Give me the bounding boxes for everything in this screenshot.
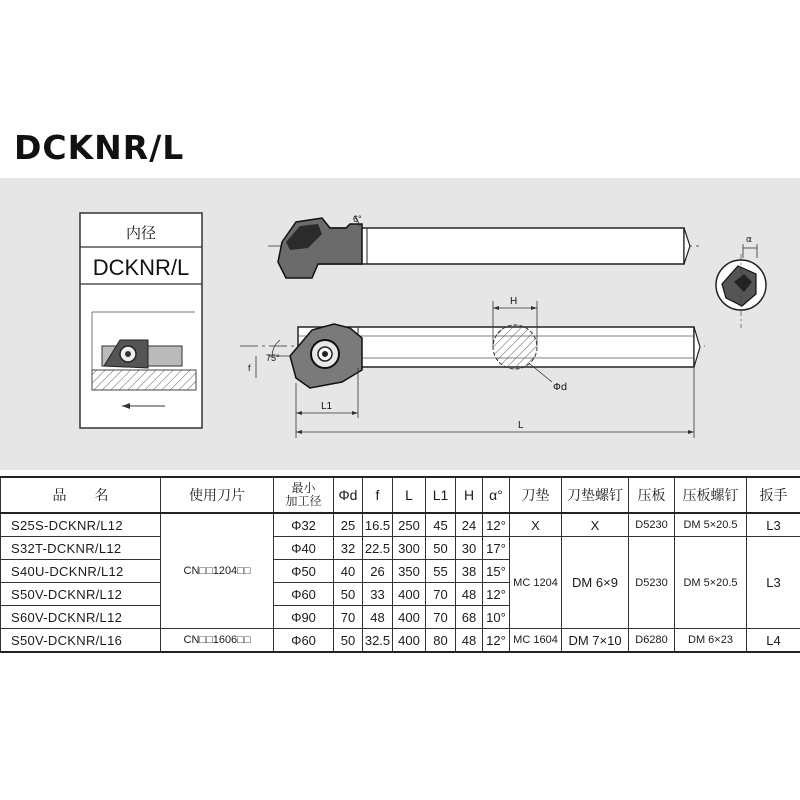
alpha-label: α bbox=[746, 235, 752, 245]
row-shim-screw: X bbox=[562, 513, 629, 537]
side-view-toolbar bbox=[240, 296, 705, 438]
technical-drawing bbox=[0, 178, 800, 470]
header-L1: L1 bbox=[426, 477, 456, 513]
row-f: 16.5 bbox=[363, 513, 393, 537]
row-min-bore: Φ60 bbox=[274, 629, 334, 653]
table-row bbox=[1, 513, 800, 537]
row-L1: 70 bbox=[426, 606, 456, 629]
row-model: S50V-DCKNR/L16 bbox=[1, 629, 161, 653]
group-shim: MC 1204 bbox=[510, 537, 562, 629]
row-L1: 70 bbox=[426, 583, 456, 606]
row-f: 33 bbox=[363, 583, 393, 606]
row-model: S50V-DCKNR/L12 bbox=[1, 583, 161, 606]
table-row bbox=[1, 537, 800, 560]
row-wrench: L3 bbox=[747, 513, 800, 537]
page-title: DCKNR/L bbox=[14, 128, 185, 167]
header-wrench: 扳手 bbox=[747, 477, 800, 513]
drawing-svg bbox=[0, 178, 800, 470]
header-clamp-screw: 压板螺钉 bbox=[675, 477, 747, 513]
row-H: 68 bbox=[456, 606, 483, 629]
row-d: 50 bbox=[334, 583, 363, 606]
row-H: 30 bbox=[456, 537, 483, 560]
row-L: 400 bbox=[393, 606, 426, 629]
row-H: 48 bbox=[456, 583, 483, 606]
row-clamp: D5230 bbox=[629, 513, 675, 537]
group-clamp: D5230 bbox=[629, 537, 675, 629]
row-wrench: L4 bbox=[747, 629, 800, 653]
header-phi-d: Φd bbox=[334, 477, 363, 513]
row-L: 350 bbox=[393, 560, 426, 583]
row-alpha: 12° bbox=[483, 629, 510, 653]
row-min-bore: Φ90 bbox=[274, 606, 334, 629]
table-row bbox=[1, 629, 800, 653]
row-shim: X bbox=[510, 513, 562, 537]
header-L: L bbox=[393, 477, 426, 513]
row-model: S40U-DCKNR/L12 bbox=[1, 560, 161, 583]
f-label: f bbox=[248, 363, 251, 373]
header-alpha: α° bbox=[483, 477, 510, 513]
H-label: H bbox=[510, 296, 518, 307]
row-L: 400 bbox=[393, 583, 426, 606]
row-min-bore: Φ32 bbox=[274, 513, 334, 537]
spec-table bbox=[0, 476, 800, 653]
row-L1: 55 bbox=[426, 560, 456, 583]
inset-box bbox=[80, 213, 202, 428]
group-wrench: L3 bbox=[747, 537, 800, 629]
row-f: 26 bbox=[363, 560, 393, 583]
header-H: H bbox=[456, 477, 483, 513]
row-clamp: D6280 bbox=[629, 629, 675, 653]
inset-label-model: DCKNR/L bbox=[92, 255, 190, 280]
table-header-row bbox=[1, 477, 800, 513]
row-L1: 50 bbox=[426, 537, 456, 560]
row-alpha: 12° bbox=[483, 583, 510, 606]
insert-cell-1606: CN□□1606□□ bbox=[161, 629, 274, 653]
L1-label: L1 bbox=[321, 401, 333, 412]
insert-cell: CN□□1204□□ bbox=[161, 513, 274, 629]
group-shim-screw: DM 6×9 bbox=[562, 537, 629, 629]
row-d: 25 bbox=[334, 513, 363, 537]
header-insert: 使用刀片 bbox=[161, 477, 274, 513]
end-view bbox=[716, 235, 766, 328]
inset-label-bore: 内径 bbox=[125, 224, 157, 242]
group-clamp-screw: DM 5×20.5 bbox=[675, 537, 747, 629]
row-d: 32 bbox=[334, 537, 363, 560]
row-min-bore: Φ60 bbox=[274, 583, 334, 606]
top-view-toolbar bbox=[268, 214, 700, 278]
row-L: 250 bbox=[393, 513, 426, 537]
L-label: L bbox=[518, 420, 524, 431]
row-L: 300 bbox=[393, 537, 426, 560]
header-f: f bbox=[363, 477, 393, 513]
row-alpha: 15° bbox=[483, 560, 510, 583]
header-shim: 刀垫 bbox=[510, 477, 562, 513]
row-clamp-screw: DM 6×23 bbox=[675, 629, 747, 653]
row-H: 24 bbox=[456, 513, 483, 537]
row-shim-screw: DM 7×10 bbox=[562, 629, 629, 653]
row-f: 32.5 bbox=[363, 629, 393, 653]
header-shim-screw: 刀垫螺钉 bbox=[562, 477, 629, 513]
row-L1: 45 bbox=[426, 513, 456, 537]
angle-6-label: 6° bbox=[353, 214, 362, 224]
row-f: 48 bbox=[363, 606, 393, 629]
row-model: S25S-DCKNR/L12 bbox=[1, 513, 161, 537]
header-clamp: 压板 bbox=[629, 477, 675, 513]
row-d: 70 bbox=[334, 606, 363, 629]
header-min-bore: 最小 加工径 bbox=[274, 477, 334, 513]
row-f: 22.5 bbox=[363, 537, 393, 560]
row-d: 40 bbox=[334, 560, 363, 583]
row-model: S60V-DCKNR/L12 bbox=[1, 606, 161, 629]
row-shim: MC 1604 bbox=[510, 629, 562, 653]
row-L: 400 bbox=[393, 629, 426, 653]
row-H: 38 bbox=[456, 560, 483, 583]
row-alpha: 17° bbox=[483, 537, 510, 560]
angle-75-label: 75° bbox=[266, 353, 280, 363]
row-alpha: 12° bbox=[483, 513, 510, 537]
row-L1: 80 bbox=[426, 629, 456, 653]
row-d: 50 bbox=[334, 629, 363, 653]
row-min-bore: Φ40 bbox=[274, 537, 334, 560]
row-model: S32T-DCKNR/L12 bbox=[1, 537, 161, 560]
row-clamp-screw: DM 5×20.5 bbox=[675, 513, 747, 537]
row-alpha: 10° bbox=[483, 606, 510, 629]
row-H: 48 bbox=[456, 629, 483, 653]
phi-d-label: Φd bbox=[553, 382, 568, 393]
header-name: 品 名 bbox=[1, 477, 161, 513]
row-min-bore: Φ50 bbox=[274, 560, 334, 583]
